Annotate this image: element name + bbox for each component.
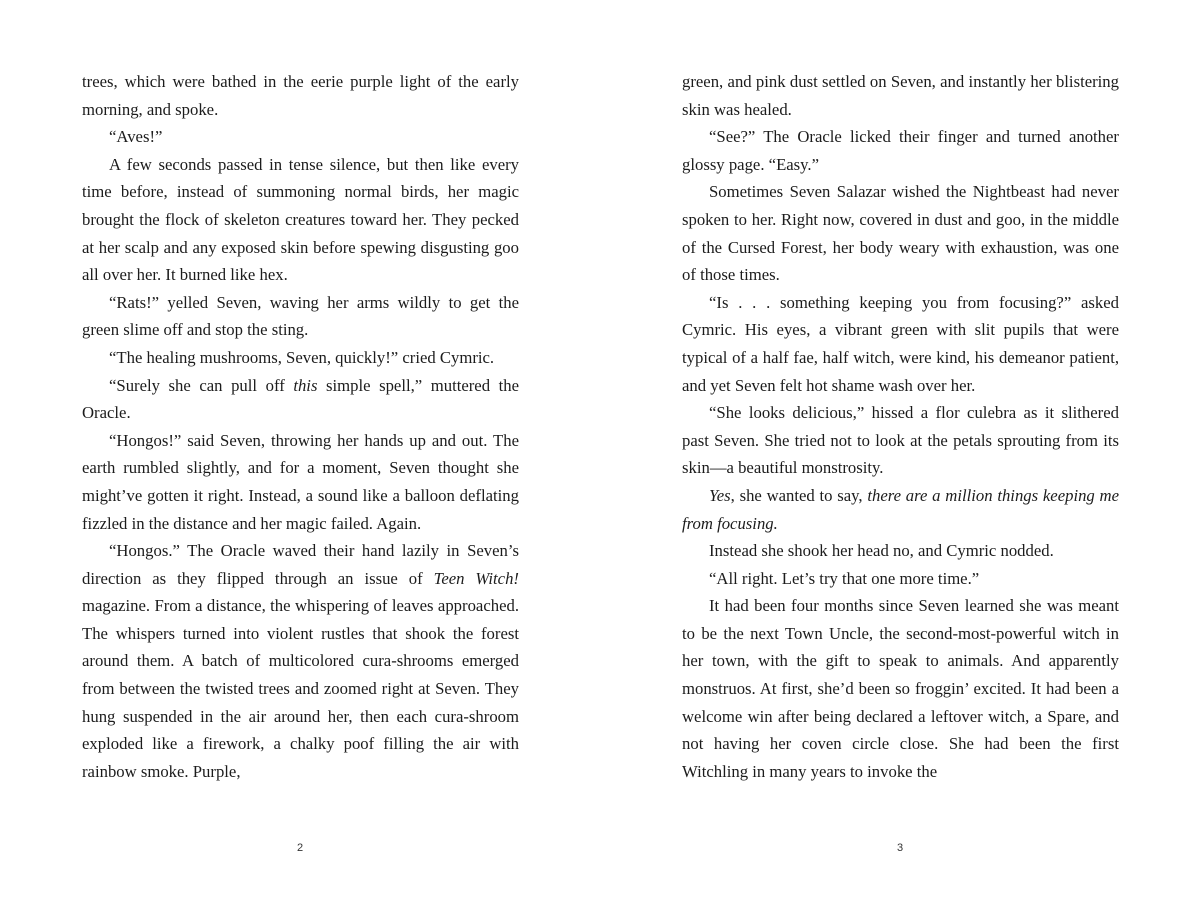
text-segment: trees, which were bathed in the eerie purple light of the early morning, and spoke.: [82, 72, 519, 119]
paragraph: [682, 123, 1119, 178]
paragraph: [682, 289, 1119, 399]
text-segment: green, and pink dust settled on Seven, and instantly her blistering skin was healed.: [682, 72, 1119, 119]
text-segment: simple spell,” muttered the Oracle.: [82, 375, 520, 423]
text-segment: “All right. Let’s try that one more time.”: [709, 568, 980, 588]
italic-text: Yes: [709, 485, 731, 505]
italic-text: this: [293, 375, 318, 395]
paragraph: [82, 427, 519, 537]
paragraph: [682, 482, 1119, 537]
text-segment: Instead she shook her head no, and Cymric nodded.: [709, 541, 1054, 561]
paragraph: [82, 151, 519, 289]
paragraph: [82, 537, 519, 785]
italic-text: Teen Witch!: [433, 568, 519, 588]
paragraph: [82, 123, 519, 151]
paragraph: [82, 344, 519, 372]
right-page: [682, 68, 1119, 785]
text-segment: “Rats!” yelled Seven, waving her arms wildly to get the green slime off and stop the sting.: [82, 292, 519, 340]
text-segment: A few seconds passed in tense silence, but then like every time before, instead of summoning normal birds, her magic brought the flock of skeleton creatures toward her. They pecked at her scalp and any exposed skin before spewing disgusting goo all over her. It burned like hex.: [82, 154, 519, 285]
paragraph: [682, 399, 1119, 482]
paragraph: [682, 592, 1119, 785]
paragraph: [682, 537, 1119, 565]
paragraph: [682, 178, 1119, 288]
paragraph: [682, 565, 1119, 593]
left-page-number: 2: [296, 842, 304, 854]
text-segment: magazine. From a distance, the whispering of leaves approached. The whispers turned into violent rustles that shook the forest around them. A batch of multicolored cura-shrooms emerged from between the twisted trees and zoomed right at Seven. They hung suspended in the air around her, then each cura-shroom exploded like a firework, a chalky poof filling the air with rainbow smoke. Purple,: [82, 596, 519, 781]
left-page-text: [82, 68, 519, 785]
right-page-number: 3: [896, 842, 904, 854]
italic-text: there are a million things keeping me from focusing.: [682, 485, 1119, 533]
text-segment: “The healing mushrooms, Seven, quickly!” cried Cymric.: [109, 347, 495, 367]
text-segment: “Is . . . something keeping you from focusing?” asked Cymric. His eyes, a vibrant green with slit pupils that were typical of a half fae, half witch, were kind, his demeanor patient, and yet Seven felt hot shame wash over her.: [682, 292, 1119, 395]
paragraph: [82, 68, 519, 123]
text-segment: “She looks delicious,” hissed a flor culebra as it slithered past Seven. She tried not to look at the petals sprouting from its skin—a beautiful monstrosity.: [682, 403, 1119, 478]
paragraph: [82, 372, 519, 427]
text-segment: , she wanted to say,: [730, 485, 868, 505]
right-page-text: [682, 68, 1119, 785]
text-segment: “Aves!”: [109, 127, 163, 147]
text-segment: “Hongos.” The Oracle waved their hand lazily in Seven’s direction as they flipped through an issue of: [82, 541, 519, 588]
text-segment: Sometimes Seven Salazar wished the Nightbeast had never spoken to her. Right now, covered in dust and goo, in the middle of the Cursed Forest, her body weary with exhaustion, was one of those times.: [682, 182, 1119, 285]
paragraph: [682, 68, 1119, 123]
text-segment: “Surely she can pull off: [109, 375, 294, 395]
text-segment: “See?” The Oracle licked their finger and turned another glossy page. “Easy.”: [682, 127, 1119, 174]
left-page: [82, 68, 519, 785]
paragraph: [82, 289, 519, 344]
text-segment: “Hongos!” said Seven, throwing her hands up and out. The earth rumbled slightly, and for a moment, Seven thought she might’ve gotten it right. Instead, a sound like a balloon deflating fizzled in the distance and her magic failed. Again.: [82, 430, 519, 533]
text-segment: It had been four months since Seven learned she was meant to be the next Town Uncle, the second-most-powerful witch in her town, with the gift to speak to animals. And apparently monstruos. At first, she’d been so froggin’ excited. It had been a welcome win after being declared a leftover witch, a Spare, and not having her coven circle close. She had been the first Witchling in many years to invoke the: [682, 596, 1119, 781]
